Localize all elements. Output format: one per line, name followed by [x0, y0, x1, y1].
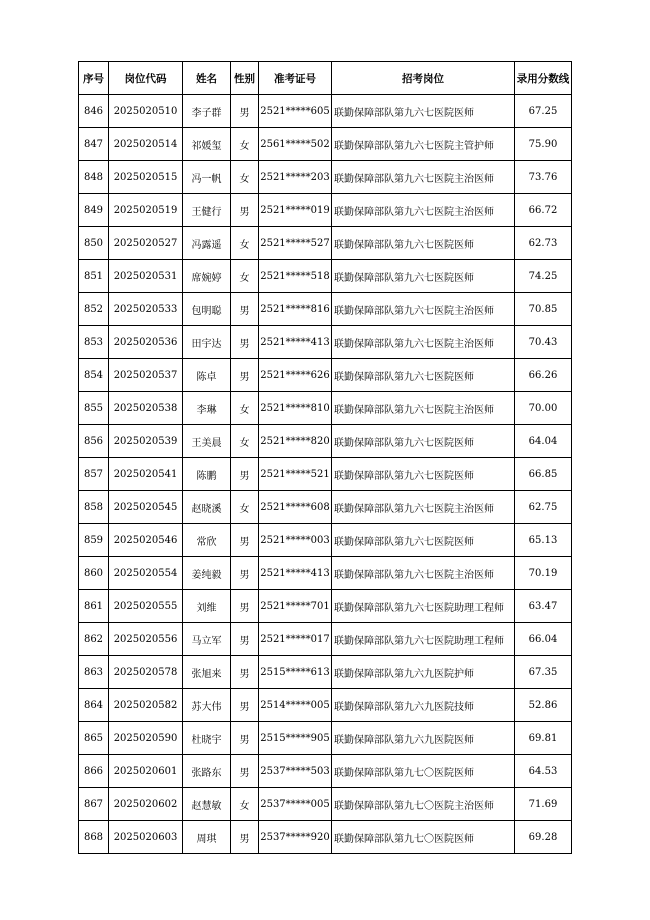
- score-cell: 64.04: [515, 425, 572, 458]
- table-row: [79, 194, 572, 227]
- name-cell: 周琪: [183, 821, 231, 854]
- position-cell: 联勤保障部队第九六七医院主治医师: [332, 293, 515, 326]
- index-cell: 861: [79, 590, 109, 623]
- name-cell: 李子群: [183, 95, 231, 128]
- gender-cell: 男: [231, 821, 259, 854]
- table-row: [79, 656, 572, 689]
- exam-id-cell: 2537*****503: [259, 755, 332, 788]
- position-cell: 联勤保障部队第九六七医院助理工程师: [332, 623, 515, 656]
- post-code-cell: 2025020536: [109, 326, 183, 359]
- score-cell: 66.04: [515, 623, 572, 656]
- exam-id-cell: 2521*****608: [259, 491, 332, 524]
- exam-id-cell: 2521*****820: [259, 425, 332, 458]
- gender-cell: 男: [231, 557, 259, 590]
- name-cell: 陈鹏: [183, 458, 231, 491]
- post-code-cell: 2025020603: [109, 821, 183, 854]
- index-cell: 856: [79, 425, 109, 458]
- gender-cell: 男: [231, 524, 259, 557]
- name-cell: 苏大伟: [183, 689, 231, 722]
- exam-id-cell: 2521*****605: [259, 95, 332, 128]
- table-row: [79, 722, 572, 755]
- table-row: [79, 260, 572, 293]
- post-code-cell: 2025020554: [109, 557, 183, 590]
- name-cell: 席婉婷: [183, 260, 231, 293]
- score-cell: 69.81: [515, 722, 572, 755]
- position-cell: 联勤保障部队第九六七医院主治医师: [332, 161, 515, 194]
- table-row: [79, 95, 572, 128]
- table-row: [79, 326, 572, 359]
- score-cell: 62.75: [515, 491, 572, 524]
- gender-cell: 男: [231, 326, 259, 359]
- name-cell: 杜晓宇: [183, 722, 231, 755]
- score-cell: 66.72: [515, 194, 572, 227]
- score-cell: 74.25: [515, 260, 572, 293]
- table-row: [79, 557, 572, 590]
- post-code-cell: 2025020510: [109, 95, 183, 128]
- name-cell: 祁媛玺: [183, 128, 231, 161]
- col-header-index: 序号: [79, 62, 109, 95]
- gender-cell: 女: [231, 491, 259, 524]
- gender-cell: 女: [231, 425, 259, 458]
- position-cell: 联勤保障部队第九六九医院医师: [332, 722, 515, 755]
- position-cell: 联勤保障部队第九六七医院医师: [332, 458, 515, 491]
- gender-cell: 女: [231, 392, 259, 425]
- index-cell: 867: [79, 788, 109, 821]
- table-row: [79, 590, 572, 623]
- position-cell: 联勤保障部队第九六七医院医师: [332, 260, 515, 293]
- exam-id-cell: 2521*****527: [259, 227, 332, 260]
- gender-cell: 男: [231, 95, 259, 128]
- score-cell: 71.69: [515, 788, 572, 821]
- post-code-cell: 2025020531: [109, 260, 183, 293]
- exam-id-cell: 2521*****816: [259, 293, 332, 326]
- index-cell: 850: [79, 227, 109, 260]
- name-cell: 田宇达: [183, 326, 231, 359]
- name-cell: 马立军: [183, 623, 231, 656]
- table-row: [79, 392, 572, 425]
- table-row: [79, 359, 572, 392]
- exam-id-cell: 2521*****626: [259, 359, 332, 392]
- post-code-cell: 2025020578: [109, 656, 183, 689]
- table-row: [79, 161, 572, 194]
- post-code-cell: 2025020537: [109, 359, 183, 392]
- col-header-name: 姓名: [183, 62, 231, 95]
- post-code-cell: 2025020546: [109, 524, 183, 557]
- name-cell: 常欣: [183, 524, 231, 557]
- table-row: [79, 293, 572, 326]
- table-row: [79, 623, 572, 656]
- position-cell: 联勤保障部队第九六七医院主治医师: [332, 392, 515, 425]
- exam-id-cell: 2521*****017: [259, 623, 332, 656]
- index-cell: 863: [79, 656, 109, 689]
- score-cell: 52.86: [515, 689, 572, 722]
- exam-id-cell: 2521*****203: [259, 161, 332, 194]
- index-cell: 854: [79, 359, 109, 392]
- position-cell: 联勤保障部队第九七〇医院医师: [332, 755, 515, 788]
- position-cell: 联勤保障部队第九七〇医院主治医师: [332, 788, 515, 821]
- gender-cell: 女: [231, 227, 259, 260]
- score-cell: 70.00: [515, 392, 572, 425]
- exam-id-cell: 2515*****905: [259, 722, 332, 755]
- post-code-cell: 2025020556: [109, 623, 183, 656]
- score-cell: 66.26: [515, 359, 572, 392]
- position-cell: 联勤保障部队第九六七医院医师: [332, 425, 515, 458]
- index-cell: 849: [79, 194, 109, 227]
- name-cell: 包明聪: [183, 293, 231, 326]
- post-code-cell: 2025020533: [109, 293, 183, 326]
- position-cell: 联勤保障部队第九六七医院医师: [332, 359, 515, 392]
- score-cell: 66.85: [515, 458, 572, 491]
- col-header-exam-id: 准考证号: [259, 62, 332, 95]
- name-cell: 王健行: [183, 194, 231, 227]
- score-cell: 70.43: [515, 326, 572, 359]
- position-cell: 联勤保障部队第九六七医院主治医师: [332, 326, 515, 359]
- gender-cell: 男: [231, 623, 259, 656]
- col-header-score-line: 录用分数线: [515, 62, 572, 95]
- score-cell: 67.35: [515, 656, 572, 689]
- index-cell: 858: [79, 491, 109, 524]
- position-cell: 联勤保障部队第九六七医院主治医师: [332, 491, 515, 524]
- table-row: [79, 689, 572, 722]
- name-cell: 冯一帆: [183, 161, 231, 194]
- position-cell: 联勤保障部队第九六九医院护师: [332, 656, 515, 689]
- table-row: [79, 227, 572, 260]
- score-cell: 67.25: [515, 95, 572, 128]
- name-cell: 陈卓: [183, 359, 231, 392]
- name-cell: 赵慧敏: [183, 788, 231, 821]
- position-cell: 联勤保障部队第九六七医院主治医师: [332, 194, 515, 227]
- post-code-cell: 2025020514: [109, 128, 183, 161]
- col-header-post-code: 岗位代码: [109, 62, 183, 95]
- score-cell: 70.85: [515, 293, 572, 326]
- gender-cell: 女: [231, 161, 259, 194]
- post-code-cell: 2025020539: [109, 425, 183, 458]
- post-code-cell: 2025020545: [109, 491, 183, 524]
- post-code-cell: 2025020590: [109, 722, 183, 755]
- gender-cell: 女: [231, 128, 259, 161]
- table-row: [79, 491, 572, 524]
- gender-cell: 男: [231, 656, 259, 689]
- post-code-cell: 2025020519: [109, 194, 183, 227]
- post-code-cell: 2025020541: [109, 458, 183, 491]
- score-cell: 64.53: [515, 755, 572, 788]
- name-cell: 冯露遥: [183, 227, 231, 260]
- col-header-position: 招考岗位: [332, 62, 515, 95]
- position-cell: 联勤保障部队第九六七医院主治医师: [332, 557, 515, 590]
- table-row: [79, 458, 572, 491]
- exam-id-cell: 2521*****019: [259, 194, 332, 227]
- gender-cell: 男: [231, 689, 259, 722]
- exam-id-cell: 2561*****502: [259, 128, 332, 161]
- exam-id-cell: 2521*****003: [259, 524, 332, 557]
- name-cell: 张旭来: [183, 656, 231, 689]
- index-cell: 847: [79, 128, 109, 161]
- post-code-cell: 2025020601: [109, 755, 183, 788]
- exam-id-cell: 2537*****920: [259, 821, 332, 854]
- table-row: [79, 524, 572, 557]
- index-cell: 853: [79, 326, 109, 359]
- gender-cell: 男: [231, 755, 259, 788]
- exam-id-cell: 2521*****413: [259, 557, 332, 590]
- exam-id-cell: 2521*****701: [259, 590, 332, 623]
- header-row: [79, 62, 572, 95]
- score-cell: 62.73: [515, 227, 572, 260]
- position-cell: 联勤保障部队第九六七医院医师: [332, 227, 515, 260]
- gender-cell: 男: [231, 359, 259, 392]
- gender-cell: 男: [231, 722, 259, 755]
- name-cell: 张路东: [183, 755, 231, 788]
- index-cell: 860: [79, 557, 109, 590]
- index-cell: 862: [79, 623, 109, 656]
- post-code-cell: 2025020582: [109, 689, 183, 722]
- post-code-cell: 2025020602: [109, 788, 183, 821]
- index-cell: 864: [79, 689, 109, 722]
- name-cell: 姜纯毅: [183, 557, 231, 590]
- gender-cell: 男: [231, 458, 259, 491]
- index-cell: 868: [79, 821, 109, 854]
- index-cell: 865: [79, 722, 109, 755]
- exam-id-cell: 2521*****810: [259, 392, 332, 425]
- name-cell: 赵晓溪: [183, 491, 231, 524]
- index-cell: 846: [79, 95, 109, 128]
- admission-score-table: [78, 61, 572, 854]
- gender-cell: 女: [231, 260, 259, 293]
- gender-cell: 男: [231, 293, 259, 326]
- position-cell: 联勤保障部队第九六七医院医师: [332, 524, 515, 557]
- table-row: [79, 425, 572, 458]
- score-cell: 70.19: [515, 557, 572, 590]
- score-cell: 63.47: [515, 590, 572, 623]
- name-cell: 李琳: [183, 392, 231, 425]
- post-code-cell: 2025020515: [109, 161, 183, 194]
- index-cell: 866: [79, 755, 109, 788]
- position-cell: 联勤保障部队第九六七医院助理工程师: [332, 590, 515, 623]
- gender-cell: 女: [231, 788, 259, 821]
- exam-id-cell: 2521*****521: [259, 458, 332, 491]
- score-cell: 65.13: [515, 524, 572, 557]
- col-header-gender: 性别: [231, 62, 259, 95]
- score-cell: 73.76: [515, 161, 572, 194]
- position-cell: 联勤保障部队第九七〇医院医师: [332, 821, 515, 854]
- gender-cell: 男: [231, 194, 259, 227]
- score-cell: 69.28: [515, 821, 572, 854]
- score-cell: 75.90: [515, 128, 572, 161]
- table-row: [79, 788, 572, 821]
- position-cell: 联勤保障部队第九六七医院主管护师: [332, 128, 515, 161]
- position-cell: 联勤保障部队第九六七医院医师: [332, 95, 515, 128]
- index-cell: 859: [79, 524, 109, 557]
- table-row: [79, 128, 572, 161]
- exam-id-cell: 2537*****005: [259, 788, 332, 821]
- post-code-cell: 2025020555: [109, 590, 183, 623]
- index-cell: 852: [79, 293, 109, 326]
- position-cell: 联勤保障部队第九六九医院技师: [332, 689, 515, 722]
- exam-id-cell: 2521*****413: [259, 326, 332, 359]
- index-cell: 851: [79, 260, 109, 293]
- post-code-cell: 2025020538: [109, 392, 183, 425]
- index-cell: 857: [79, 458, 109, 491]
- exam-id-cell: 2521*****518: [259, 260, 332, 293]
- exam-id-cell: 2515*****613: [259, 656, 332, 689]
- gender-cell: 男: [231, 590, 259, 623]
- index-cell: 855: [79, 392, 109, 425]
- table-row: [79, 755, 572, 788]
- name-cell: 刘维: [183, 590, 231, 623]
- table-row: [79, 821, 572, 854]
- post-code-cell: 2025020527: [109, 227, 183, 260]
- index-cell: 848: [79, 161, 109, 194]
- exam-id-cell: 2514*****005: [259, 689, 332, 722]
- name-cell: 王美晨: [183, 425, 231, 458]
